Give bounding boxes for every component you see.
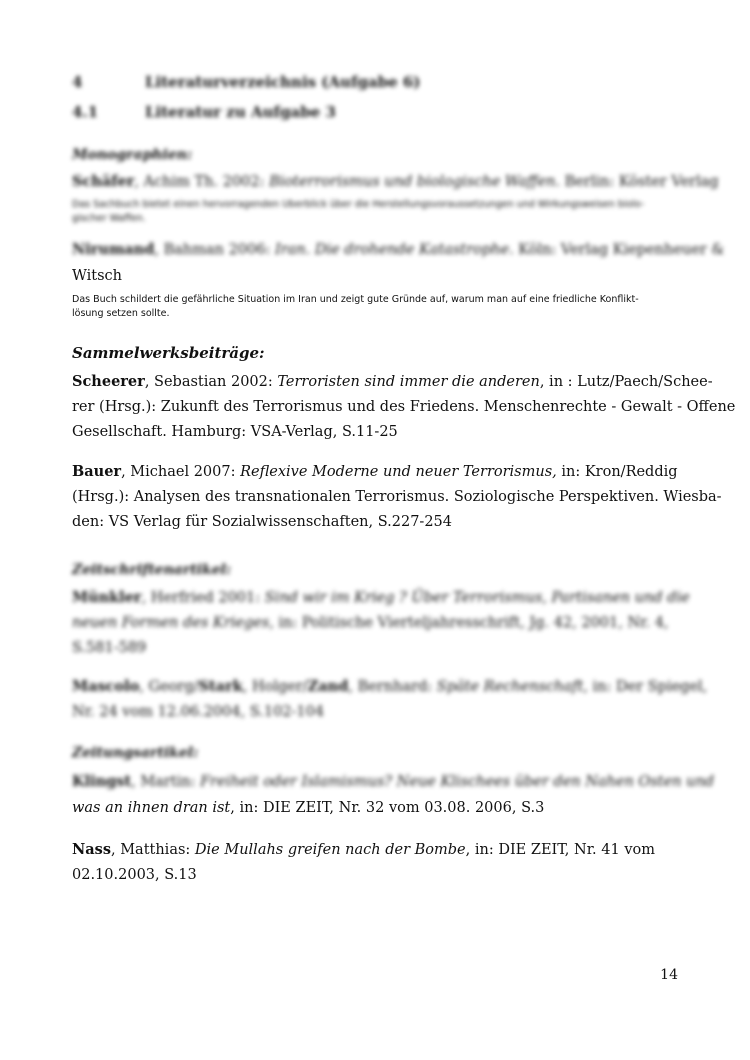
monographie-entry-1 xyxy=(72,169,719,195)
monographie-note-2 xyxy=(72,293,677,321)
entry-title: Bioterrorismus und biologische Waffen xyxy=(269,174,556,190)
entry-publisher: . Berlin: Köster Verlag xyxy=(555,174,719,190)
subchapter-title: Literatur zu Aufgabe 3 xyxy=(145,103,336,121)
entry-info: , in: Der Spiegel, xyxy=(583,679,708,695)
sammelwerk-entry-1 xyxy=(72,369,736,445)
zeitschrift-entry-2 xyxy=(72,674,708,725)
entry-author: Mascolo xyxy=(72,678,140,695)
entry-info: , Bernhard: xyxy=(348,679,437,695)
sammelwerk-entry-2 xyxy=(72,459,722,535)
entry-info: , Herfried 2001: xyxy=(141,590,265,606)
monographie-note-1 xyxy=(72,198,677,226)
entry-author: Klingst xyxy=(72,773,132,790)
entry-title: Freiheit oder Islamismus? Neue Klischees über den Nahen Osten und xyxy=(200,774,715,790)
entry-info: , in: DIE ZEIT, Nr. 41 vom xyxy=(465,842,655,858)
zeitung-entry-1-line1 xyxy=(72,769,715,795)
entry-info: , Georg/ xyxy=(139,679,199,695)
entry-author: Scheerer xyxy=(72,373,145,390)
entry-line: (Hrsg.): Analysen des transnationalen Terrorismus. Soziologische Perspektiven. Wiesba- xyxy=(72,489,722,505)
entry-title: Terroristen sind immer die anderen xyxy=(277,374,540,390)
note-line: Das Buch schildert die gefährliche Situation im Iran und zeigt gute Gründe auf, warum man auf eine friedliche Konflikt- xyxy=(72,294,639,305)
entry-info: , in: Politische Vierteljahresschrift, Jg. 42, 2001, Nr. 4, xyxy=(269,615,669,631)
entry-info: in: Kron/Reddig xyxy=(556,464,678,480)
entry-author: Zand xyxy=(307,678,349,695)
entry-info: , Michael 2007: xyxy=(121,464,241,480)
entry-author: Nirumand xyxy=(72,241,155,258)
entry-line: den: VS Verlag für Sozialwissenschaften, S.227-254 xyxy=(72,514,453,530)
entry-info: , Martin: xyxy=(131,774,201,790)
entry-title: Sind wir im Krieg ? Über Terrorismus, Partisanen und die xyxy=(264,590,690,606)
chapter-number: 4 xyxy=(72,73,83,91)
entry-title: was an ihnen dran ist xyxy=(72,800,231,816)
entry-title: Reflexive Moderne und neuer Terrorismus, xyxy=(240,464,557,480)
entry-author: Stark xyxy=(198,678,243,695)
note-line: lösung setzen sollte. xyxy=(72,308,170,319)
entry-title: Späte Rechenschaft xyxy=(436,679,584,695)
section-zeitungen-heading: Zeitungsartikel: xyxy=(72,745,199,761)
zeitung-entry-1-line2 xyxy=(72,796,672,821)
entry-author: Nass xyxy=(72,841,111,858)
section-monographien-heading: Monographien: xyxy=(72,147,193,163)
note-line: Das Sachbuch bietet einen hervorragenden Überblick über die Herstellungsvoraussetzungen und Wirkungsweisen biolo- xyxy=(72,199,645,210)
zeitschrift-entry-1 xyxy=(72,585,690,661)
entry-title: Iran. Die drohende Katastrophe xyxy=(274,242,510,258)
section-sammelwerke-heading: Sammelwerksbeiträge: xyxy=(72,344,265,362)
entry-title: Die Mullahs greifen nach der Bombe xyxy=(194,842,466,858)
entry-line: Gesellschaft. Hamburg: VSA-Verlag, S.11-25 xyxy=(72,424,398,440)
entry-author: Schäfer xyxy=(72,173,135,190)
monographie-entry-2 xyxy=(72,237,725,263)
entry-line: Nr. 24 vom 12.06.2004, S.102-104 xyxy=(72,704,325,720)
entry-info: , Holger/ xyxy=(242,679,308,695)
entry-publisher: . Köln: Verlag Kiepenheuer & xyxy=(509,242,725,258)
entry-title: neuen Formen des Krieges xyxy=(72,615,270,631)
entry-author: Münkler xyxy=(72,589,142,606)
chapter-title: Literaturverzeichnis (Aufgabe 6) xyxy=(145,73,421,91)
monographie-entry-2-line2 xyxy=(72,264,672,289)
entry-info: , in: DIE ZEIT, Nr. 32 vom 03.08. 2006, S.3 xyxy=(230,800,545,816)
note-line: gischer Waffen. xyxy=(72,213,146,224)
zeitung-entry-2 xyxy=(72,837,672,888)
entry-info: , Achim Th. 2002: xyxy=(134,174,270,190)
entry-info: , Matthias: xyxy=(110,842,195,858)
page-number: 14 xyxy=(660,967,678,983)
entry-line: S.581-589 xyxy=(72,640,147,656)
section-zeitschriften-heading: Zeitschriftenartikel: xyxy=(72,562,232,578)
entry-info: , in : Lutz/Paech/Schee- xyxy=(539,374,713,390)
subchapter-number: 4.1 xyxy=(72,103,99,121)
entry-line: Witsch xyxy=(72,268,123,284)
entry-line: rer (Hrsg.): Zukunft des Terrorismus und des Friedens. Menschenrechte - Gewalt - Offene xyxy=(72,399,736,415)
entry-line: 02.10.2003, S.13 xyxy=(72,867,197,883)
entry-info: , Sebastian 2002: xyxy=(144,374,278,390)
entry-author: Bauer xyxy=(72,463,122,480)
entry-info: , Bahman 2006: xyxy=(154,242,275,258)
